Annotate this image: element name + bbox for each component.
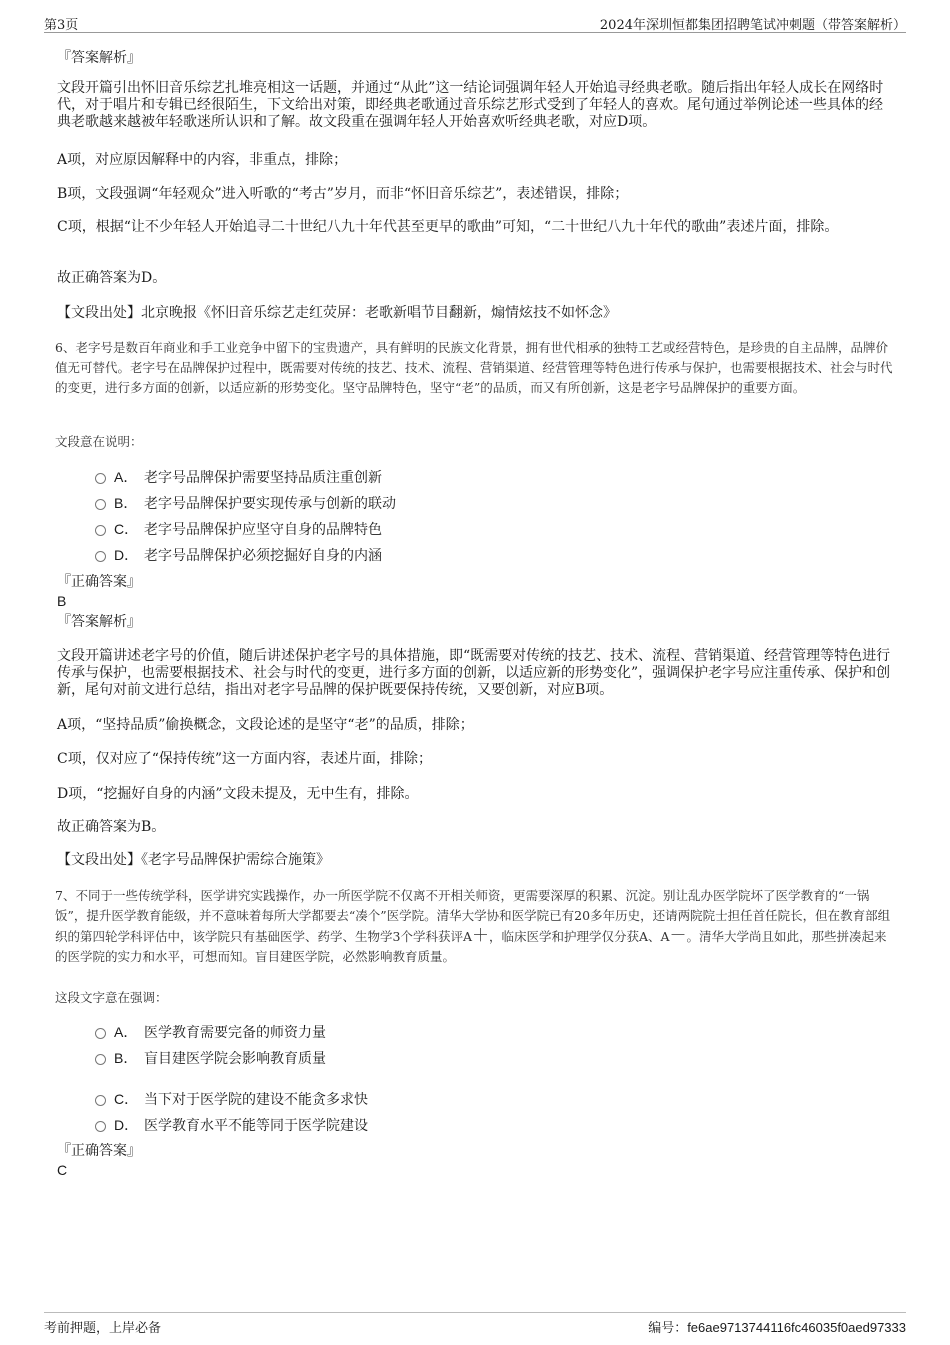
question-7-option-a[interactable]: A． 医学教育需要完备的师资力量 — [95, 1023, 326, 1042]
radio-icon[interactable] — [95, 499, 106, 510]
radio-icon[interactable] — [95, 525, 106, 536]
question-7-option-c[interactable]: C． 当下对于医学院的建设不能贪多求快 — [95, 1090, 368, 1109]
question-6-option-d[interactable]: D． 老字号品牌保护必须挖掘好自身的内涵 — [95, 546, 382, 565]
correct-answer: C — [57, 1162, 68, 1178]
page-header — [44, 12, 906, 33]
conclusion: 故正确答案为D。 — [57, 270, 167, 286]
document-id: 编号：fe6ae9713744116fc46035f0aed97333 — [648, 1320, 906, 1335]
page-number: 第3页 — [44, 18, 79, 33]
plus-sign: ＋ — [471, 926, 489, 946]
page-footer — [44, 1312, 906, 1336]
question-7-stem: 7、不同于一些传统学科，医学讲究实践操作，办一所医学院不仅离不开相关师资，更需要深厚的积累、沉淀。别让乱办医学院坏了医学教育的“一锅饭”，提升医学教育能级，并不意味着每所大学都要去“凑个”医学院。清华大学协和医学院已有20多年历史，还请两院院士担任首任院长，但在教育部组织的第四轮学科评估中，该学院只有基础医学、药学、生物学3个学科获评A＋，临床医学和护理学仅分获A、A－。清华大学尚且如此，那些拼凑起来的医学院的实力和水平，可想而知。盲目建医学院，必然影响教育质量。 — [55, 888, 891, 964]
question-6-stem: 6、老字号是数百年商业和手工业竞争中留下的宝贵遗产，具有鲜明的民族文化背景，拥有世代相承的独特工艺或经营特色，是珍贵的自主品牌，品牌价值无可替代。老字号在品牌保护过程中，既需要对传统的技艺、技术、流程、营销渠道、经营管理等特色进行传承与保护，也需要根据技术、社会与时代的变更，进行多方面的创新，以适应新的形势变化。坚守品牌特色，坚守“老”的品质，而又有所创新，这是老字号品牌保护的重要方面。 — [55, 340, 893, 395]
radio-icon[interactable] — [95, 1095, 106, 1106]
analysis-option-d: D项，“挖掘好自身的内涵”文段未提及，无中生有，排除。 — [57, 786, 419, 802]
source-citation: 【文段出处】北京晚报《怀旧音乐综艺走红荧屏：老歌新唱节目翻新，煽情炫技不如怀念》 — [57, 305, 617, 321]
correct-answer: B — [57, 593, 67, 609]
question-6-option-b[interactable]: B． 老字号品牌保护要实现传承与创新的联动 — [95, 494, 396, 513]
question-7-option-d[interactable]: D． 医学教育水平不能等同于医学院建设 — [95, 1116, 368, 1135]
radio-icon[interactable] — [95, 473, 106, 484]
document-title: 2024年深圳恒都集团招聘笔试冲刺题（带答案解析） — [599, 18, 906, 33]
source-citation: 【文段出处】《老字号品牌保护需综合施策》 — [57, 852, 330, 868]
question-6-prompt: 文段意在说明： — [55, 434, 143, 449]
radio-icon[interactable] — [95, 1054, 106, 1065]
analysis-text: 文段开篇引出怀旧音乐综艺扎堆亮相这一话题，并通过“从此”这一结论词强调年轻人开始追寻经典老歌。随后指出年轻人成长在网络时代，对于唱片和专辑已经很陌生，下文给出对策，即经典老歌通过音乐综艺形式受到了年轻人的喜欢。尾句通过举例论述一些具体的经典老歌越来越被年轻歌迷所认识和了解。故文段重在强调年轻人开始喜欢听经典老歌，对应D项。 — [57, 80, 884, 130]
conclusion: 故正确答案为B。 — [57, 819, 166, 835]
analysis-option-c: C项，仅对应了“保持传统”这一方面内容，表述片面，排除； — [57, 751, 433, 767]
analysis-label: 『答案解析』 — [57, 614, 141, 630]
analysis-option-a: A项，对应原因解释中的内容，非重点，排除； — [57, 152, 348, 168]
question-7-prompt: 这段文字意在强调： — [55, 990, 168, 1005]
analysis-option-a: A项，“坚持品质”偷换概念，文段论述的是坚守“老”的品质，排除； — [57, 717, 474, 733]
analysis-text: 文段开篇讲述老字号的价值，随后讲述保护老字号的具体措施，即“既需要对传统的技艺、技术、流程、营销渠道、经营管理等特色进行传承与保护，也需要根据技术、社会与时代的变更，进行多方面的创新，以适应新的形势变化”，强调保护老字号应注重传承、保护和创新，尾句对前文进行总结，指出对老字号品牌的保护既要保持传统，又要创新，对应B项。 — [57, 648, 891, 698]
question-6-option-c[interactable]: C． 老字号品牌保护应坚守自身的品牌特色 — [95, 520, 382, 539]
correct-answer-label: 『正确答案』 — [57, 1143, 141, 1159]
analysis-label: 『答案解析』 — [57, 50, 141, 66]
analysis-option-b: B项，文段强调“年轻观众”进入听歌的“考古”岁月，而非“怀旧音乐综艺”，表述错误，排除； — [57, 186, 629, 202]
question-7-option-b[interactable]: B． 盲目建医学院会影响教育质量 — [95, 1049, 326, 1068]
minus-sign: － — [669, 926, 687, 946]
correct-answer-label: 『正确答案』 — [57, 574, 141, 590]
question-6-option-a[interactable]: A． 老字号品牌保护需要坚持品质注重创新 — [95, 468, 382, 487]
analysis-option-c: C项，根据“让不少年轻人开始追寻二十世纪八九十年代甚至更早的歌曲”可知，“二十世纪八九十年代的歌曲”表述片面，排除。 — [57, 219, 839, 235]
radio-icon[interactable] — [95, 551, 106, 562]
footer-slogan: 考前押题，上岸必备 — [44, 1321, 162, 1336]
radio-icon[interactable] — [95, 1028, 106, 1039]
radio-icon[interactable] — [95, 1121, 106, 1132]
